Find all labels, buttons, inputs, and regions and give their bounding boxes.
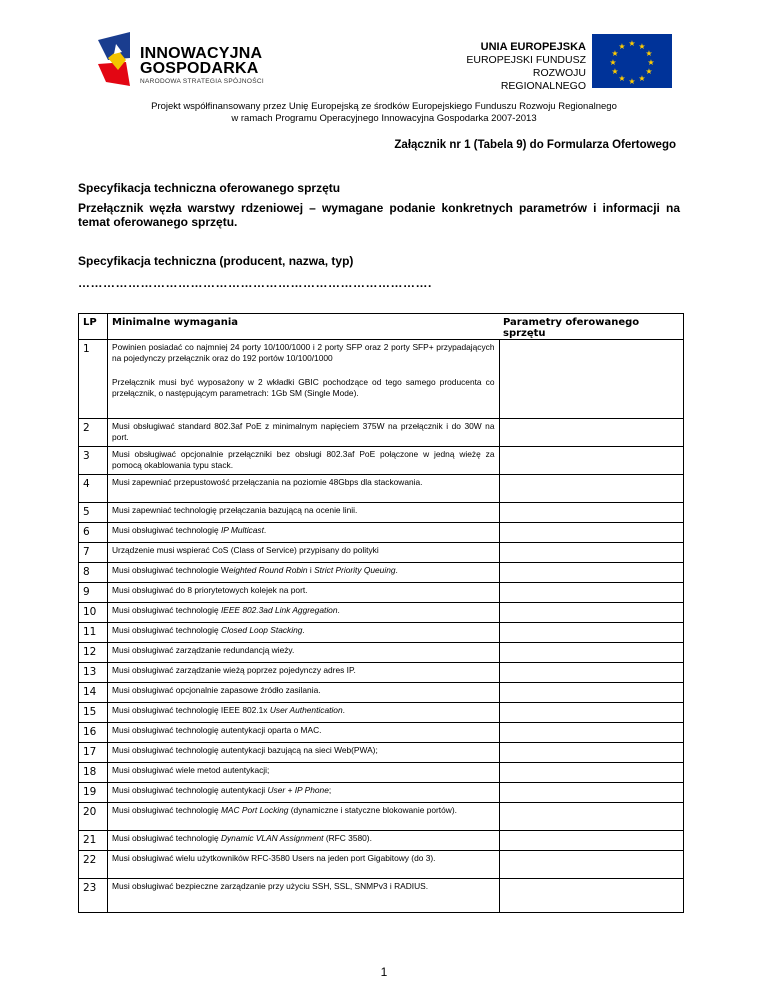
row-parameter-cell[interactable] (499, 803, 684, 831)
table-row (79, 879, 684, 913)
row-lp: 8 (79, 563, 108, 583)
requirement-text: Musi obsługiwać technologię autentykacji (112, 785, 268, 795)
svg-text:★: ★ (609, 58, 617, 67)
row-parameter-cell[interactable] (499, 783, 684, 803)
row-requirement (108, 563, 500, 583)
svg-text:★: ★ (638, 74, 646, 83)
table-row (79, 743, 684, 763)
subheading: Przełącznik węzła warstwy rdzeniowej – wymagane podanie konkretnych parametrów i informacji na temat oferowanego sprzętu. (78, 201, 680, 229)
co-financing-note: Projekt współfinansowany przez Unię Europejską ze środków Europejskiego Funduszu Rozwoju Regionalnego w ramach Programu Operacyjnego Innowacyjna Gospodarka 2007-2013 (151, 101, 617, 124)
row-parameter-cell[interactable] (499, 583, 684, 603)
table-row (79, 523, 684, 543)
row-parameter-cell[interactable] (499, 683, 684, 703)
spec-heading: Specyfikacja techniczna oferowanego sprzętu (78, 181, 341, 195)
svg-text:★: ★ (611, 49, 619, 58)
row-lp: 7 (79, 543, 108, 563)
row-lp: 12 (79, 643, 108, 663)
row-lp: 1 (79, 340, 108, 374)
table-row (79, 703, 684, 723)
table-row (79, 603, 684, 623)
table-row (79, 583, 684, 603)
row-parameter-cell[interactable] (499, 543, 684, 563)
row-parameter-cell[interactable] (499, 643, 684, 663)
table-row (79, 831, 684, 851)
requirement-text: Musi obsługiwać technologie W (112, 565, 229, 575)
svg-text:★: ★ (628, 39, 636, 48)
page-number: 1 (380, 965, 388, 979)
row-requirement: Musi obsługiwać bezpieczne zarządzanie przy użyciu SSH, SSL, SNMPv3 i RADIUS. (108, 879, 500, 913)
requirement-text: . (337, 605, 340, 615)
svg-text:★: ★ (645, 49, 653, 58)
requirement-text: . (395, 565, 398, 575)
row-lp: 14 (79, 683, 108, 703)
row-lp: 22 (79, 851, 108, 879)
requirement-emphasis: IP Multicast (220, 525, 264, 535)
requirement-text: i (307, 565, 315, 575)
requirement-text: Musi obsługiwać technologię (112, 605, 221, 615)
row-parameter-cell[interactable] (499, 743, 684, 763)
row-parameter-cell[interactable] (499, 723, 684, 743)
table-header-row (79, 314, 684, 340)
requirement-emphasis: Dynamic VLAN Assignment (220, 833, 324, 843)
requirement-text: . (302, 625, 305, 635)
svg-text:★: ★ (645, 67, 653, 76)
row-parameter-cell[interactable] (499, 703, 684, 723)
table-row (79, 623, 684, 643)
row-requirement: Musi obsługiwać zarządzanie wieżą poprzez pojedynczy adres IP. (108, 663, 500, 683)
requirement-emphasis: Closed Loop Stacking (220, 625, 303, 635)
row-requirement: Musi obsługiwać standard 802.3af PoE z minimalnym napięciem 375W na przełącznik i do 30W na port. (108, 419, 500, 447)
table-row (79, 503, 684, 523)
table-row (79, 563, 684, 583)
row-requirement: Musi obsługiwać wiele metod autentykacji; (108, 763, 500, 783)
row-parameter-cell[interactable] (499, 503, 684, 523)
row-requirement: Musi obsługiwać opcjonalnie zapasowe źródło zasilania. (108, 683, 500, 703)
row-lp (79, 373, 108, 419)
logo-title: INNOWACYJNA GOSPODARKA (140, 45, 263, 77)
table-row (79, 683, 684, 703)
row-lp: 4 (79, 475, 108, 503)
row-lp: 3 (79, 447, 108, 475)
requirement-emphasis: Strict Priority Queuing (314, 565, 396, 575)
row-parameter-cell[interactable] (499, 340, 684, 419)
requirement-text: Musi obsługiwać technologię (112, 525, 221, 535)
row-requirement: Musi obsługiwać do 8 priorytetowych kolejek na port. (108, 583, 500, 603)
row-requirement (108, 703, 500, 723)
requirement-text: ; (328, 785, 332, 795)
row-requirement: Musi obsługiwać technologię autentykacji bazującą na sieci Web(PWA); (108, 743, 500, 763)
row-requirement: Przełącznik musi być wyposażony w 2 wkładki GBIC pochodzące od tego samego producenta co przełącznik, o następującym parametrach: 1Gb SM (Single Mode). (108, 373, 500, 419)
table-row (79, 783, 684, 803)
eu-flag-icon (592, 34, 672, 88)
row-requirement (108, 523, 500, 543)
requirement-emphasis: IEEE 802.3ad Link Aggregation (220, 605, 338, 615)
row-requirement: Musi zapewniać technologię przełączania bazującą na ocenie linii. (108, 503, 500, 523)
row-parameter-cell[interactable] (499, 831, 684, 851)
logo-subtitle: NARODOWA STRATEGIA SPÓJNOŚCI (140, 78, 264, 85)
row-lp: 13 (79, 663, 108, 683)
svg-text:★: ★ (628, 77, 636, 86)
svg-text:★: ★ (618, 74, 626, 83)
header-parameters: Parametry oferowanego sprzętu (499, 314, 684, 340)
table-row (79, 803, 684, 831)
svg-text:★: ★ (618, 42, 626, 51)
row-parameter-cell[interactable] (499, 447, 684, 475)
row-parameter-cell[interactable] (499, 763, 684, 783)
row-lp: 20 (79, 803, 108, 831)
row-requirement (108, 803, 500, 831)
row-parameter-cell[interactable] (499, 851, 684, 879)
row-lp: 19 (79, 783, 108, 803)
table-row (79, 663, 684, 683)
row-requirement: Musi obsługiwać zarządzanie redundancją wieży. (108, 643, 500, 663)
table-row (79, 340, 684, 374)
requirement-text: (RFC 3580). (323, 833, 372, 843)
requirement-text: (dynamiczne i statyczne blokowanie portów). (288, 805, 457, 815)
row-lp: 17 (79, 743, 108, 763)
eu-logo-text: UNIA EUROPEJSKA EUROPEJSKI FUNDUSZ ROZWOJU REGIONALNEGO (466, 41, 586, 92)
row-requirement: Musi obsługiwać wielu użytkowników RFC-3580 Users na jeden port Gigabitowy (do 3). (108, 851, 500, 879)
requirement-text: . (263, 525, 267, 535)
requirement-emphasis: User + IP Phone (267, 785, 329, 795)
svg-text:★: ★ (611, 67, 619, 76)
requirements-table (78, 313, 684, 913)
table-row (79, 723, 684, 743)
requirement-emphasis: MAC Port Locking (220, 805, 289, 815)
row-lp: 21 (79, 831, 108, 851)
row-requirement (108, 783, 500, 803)
table-row (79, 851, 684, 879)
row-requirement: Powinien posiadać co najmniej 24 porty 10/100/1000 i 2 porty SFP oraz 2 porty SFP+ przypadających na pojedynczy przełącznik oraz do 192 portów 10/100/1000 (108, 340, 500, 374)
header-requirements: Minimalne wymagania (108, 314, 500, 340)
row-requirement: Musi obsługiwać technologię autentykacji oparta o MAC. (108, 723, 500, 743)
table-row (79, 475, 684, 503)
row-requirement: Musi obsługiwać opcjonalnie przełączniki bez obsługi 802.3af PoE połączone w jedną wieżę za pomocą okablowania typu stack. (108, 447, 500, 475)
table-row (79, 543, 684, 563)
row-parameter-cell[interactable] (499, 623, 684, 643)
table-row (79, 447, 684, 475)
row-lp: 18 (79, 763, 108, 783)
requirement-text: Musi obsługiwać technologię (112, 833, 221, 843)
requirement-text: . (342, 705, 345, 715)
row-requirement: Urządzenie musi wspierać CoS (Class of Service) przypisany do polityki (108, 543, 500, 563)
producer-heading: Specyfikacja techniczna (producent, nazwa, typ) (78, 254, 354, 268)
header-lp: LP (79, 314, 108, 340)
requirement-text: Musi obsługiwać technologię (112, 805, 221, 815)
table-row (79, 419, 684, 447)
row-parameter-cell[interactable] (499, 663, 684, 683)
row-parameter-cell[interactable] (499, 419, 684, 447)
row-requirement: Musi zapewniać przepustowość przełączania na poziomie 48Gbps dla stackowania. (108, 475, 500, 503)
table-row (79, 643, 684, 663)
row-lp: 10 (79, 603, 108, 623)
row-requirement (108, 831, 500, 851)
attachment-title: Załącznik nr 1 (Tabela 9) do Formularza Ofertowego (394, 139, 676, 151)
requirement-emphasis: User Authentication (269, 705, 343, 715)
row-lp: 11 (79, 623, 108, 643)
producer-dotted-line: …………………………………………………………………………. (78, 276, 432, 290)
row-lp: 9 (79, 583, 108, 603)
row-parameter-cell[interactable] (499, 563, 684, 583)
row-lp: 6 (79, 523, 108, 543)
requirement-text: Musi obsługiwać technologię (112, 625, 221, 635)
row-parameter-cell[interactable] (499, 879, 684, 913)
table-row (79, 763, 684, 783)
row-parameter-cell[interactable] (499, 603, 684, 623)
row-lp: 5 (79, 503, 108, 523)
requirement-text: Musi obsługiwać technologię IEEE 802.1x (112, 705, 270, 715)
row-requirement (108, 603, 500, 623)
svg-text:★: ★ (647, 58, 655, 67)
row-lp: 15 (79, 703, 108, 723)
row-lp: 23 (79, 879, 108, 913)
row-parameter-cell[interactable] (499, 523, 684, 543)
row-parameter-cell[interactable] (499, 475, 684, 503)
row-lp: 2 (79, 419, 108, 447)
svg-text:★: ★ (638, 42, 646, 51)
row-requirement (108, 623, 500, 643)
row-lp: 16 (79, 723, 108, 743)
requirement-emphasis: eighted Round Robin (228, 565, 308, 575)
